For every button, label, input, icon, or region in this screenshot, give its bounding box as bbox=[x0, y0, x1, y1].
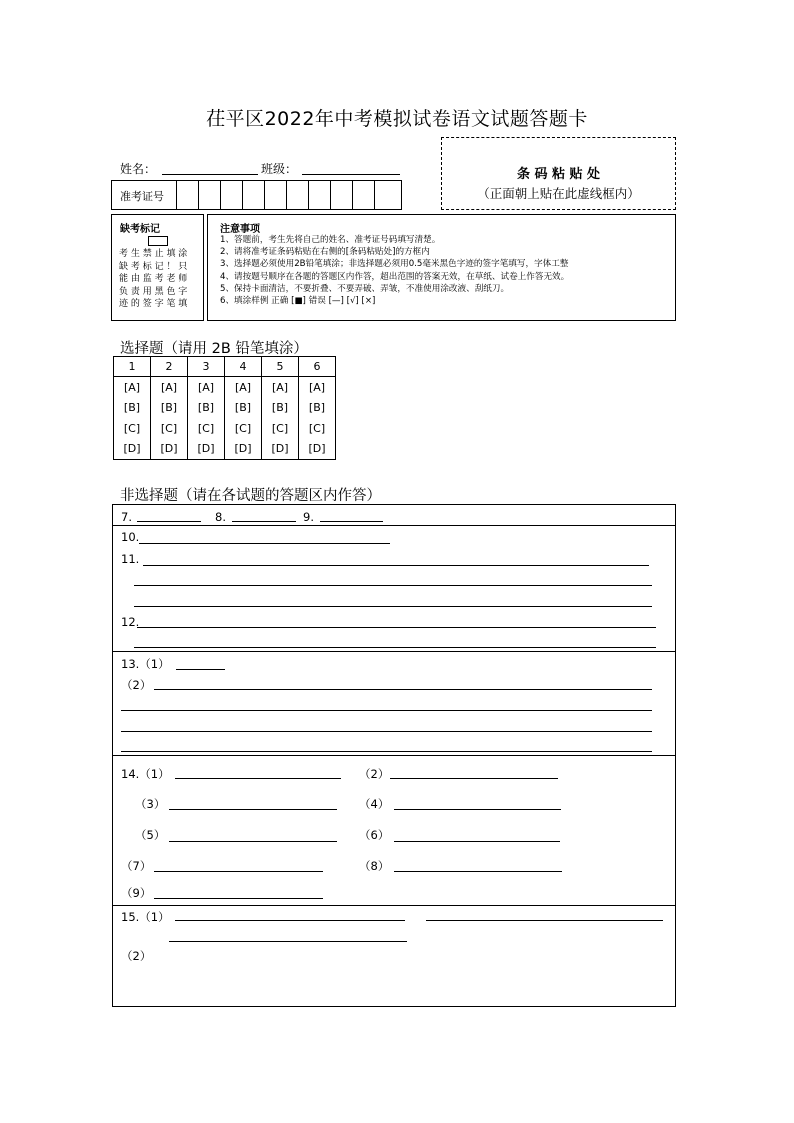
absent-line: 能 由 监 考 老 师 bbox=[119, 274, 188, 284]
q14-3-answer-line[interactable] bbox=[169, 809, 337, 810]
answer-block-15 bbox=[112, 905, 676, 1007]
answer-block-13 bbox=[112, 651, 676, 756]
exam-digit-box[interactable] bbox=[198, 181, 199, 209]
q12-label: 12. bbox=[121, 615, 140, 629]
question-number: 4 bbox=[225, 357, 262, 377]
barcode-note: （正面朝上贴在此虚线框内） bbox=[477, 186, 640, 201]
question-number: 3 bbox=[188, 357, 225, 377]
note-item: 3、选择题必须使用2B铅笔填涂；非选择题必须用0.5毫米黑色字迹的签字笔填写，字体工整 bbox=[220, 259, 569, 270]
option-b-bubble[interactable]: [B] bbox=[299, 398, 336, 419]
option-c-bubble[interactable]: [C] bbox=[299, 418, 336, 439]
name-field[interactable] bbox=[162, 174, 258, 175]
exam-digit-box[interactable] bbox=[352, 181, 353, 209]
option-c-bubble[interactable]: [C] bbox=[114, 418, 151, 439]
note-item: 1、答题前，考生先将自己的姓名、准考证号码填写清楚。 bbox=[220, 235, 441, 245]
question-number: 6 bbox=[299, 357, 336, 377]
option-a-bubble[interactable]: [A] bbox=[225, 377, 262, 398]
option-c-bubble[interactable]: [C] bbox=[188, 418, 225, 439]
q13-2-answer-line[interactable] bbox=[154, 689, 652, 690]
note-item: 2、请将准考证条码粘贴在右侧的[条码粘贴处]的方框内 bbox=[220, 247, 430, 258]
answer-block-7-9 bbox=[112, 504, 676, 526]
q14-5-label: （5） bbox=[135, 828, 166, 842]
q14-1-label: 14.（1） bbox=[121, 767, 170, 781]
exam-digit-box[interactable] bbox=[264, 181, 265, 209]
answer-block-14 bbox=[112, 755, 676, 906]
page-title: 茌平区2022年中考模拟试卷语文试题答题卡 bbox=[206, 108, 588, 130]
q14-8-label: （8） bbox=[359, 859, 390, 873]
q14-1-answer-line[interactable] bbox=[175, 778, 341, 779]
q14-3-label: （3） bbox=[135, 797, 166, 811]
q8-answer-line[interactable] bbox=[232, 521, 296, 522]
q13-2-answer-line[interactable] bbox=[121, 751, 652, 752]
q14-5-answer-line[interactable] bbox=[169, 841, 337, 842]
choice-grid bbox=[113, 356, 336, 460]
q10-answer-line[interactable] bbox=[139, 543, 390, 544]
q14-4-label: （4） bbox=[359, 797, 390, 811]
q14-2-answer-line[interactable] bbox=[390, 778, 558, 779]
q7-label: 7. bbox=[121, 510, 132, 524]
note-item: 4、请按题号顺序在各题的答题区内作答，超出范围的答案无效，在草纸、试卷上作答无效。 bbox=[220, 271, 570, 282]
q12-answer-line[interactable] bbox=[137, 627, 656, 628]
notes-title: 注意事项 bbox=[220, 224, 260, 235]
option-c-bubble[interactable]: [C] bbox=[262, 418, 299, 439]
q8-label: 8. bbox=[215, 510, 226, 524]
absent-title: 缺考标记 bbox=[120, 224, 160, 235]
q10-label: 10. bbox=[121, 530, 140, 544]
q12-answer-line[interactable] bbox=[134, 647, 656, 648]
barcode-title: 条 码 粘 贴 处 bbox=[516, 167, 601, 182]
option-b-bubble[interactable]: [B] bbox=[225, 398, 262, 419]
question-number: 5 bbox=[262, 357, 299, 377]
option-b-bubble[interactable]: [B] bbox=[114, 398, 151, 419]
exam-digit-box[interactable] bbox=[308, 181, 309, 209]
q14-4-answer-line[interactable] bbox=[394, 809, 561, 810]
question-number: 1 bbox=[114, 357, 151, 377]
q11-answer-line[interactable] bbox=[143, 565, 649, 566]
exam-digit-box[interactable] bbox=[176, 181, 177, 209]
answer-block-10-12 bbox=[112, 525, 676, 652]
q13-1-answer-line[interactable] bbox=[176, 669, 225, 670]
option-d-bubble[interactable]: [D] bbox=[262, 439, 299, 460]
note-item: 5、保持卡面清洁，不要折叠、不要弄破、弄皱，不准使用涂改液、刮纸刀。 bbox=[220, 283, 510, 294]
option-c-bubble[interactable]: [C] bbox=[151, 418, 188, 439]
option-d-bubble[interactable]: [D] bbox=[188, 439, 225, 460]
exam-digit-box[interactable] bbox=[286, 181, 287, 209]
q11-label: 11. bbox=[121, 552, 140, 566]
q14-7-label: （7） bbox=[121, 859, 152, 873]
q13-1-label: 13.（1） bbox=[121, 657, 170, 671]
exam-number-label: 准考证号 bbox=[120, 190, 164, 203]
name-label: 姓名： bbox=[120, 162, 157, 176]
exam-digit-box[interactable] bbox=[220, 181, 221, 209]
option-d-bubble[interactable]: [D] bbox=[225, 439, 262, 460]
q14-9-answer-line[interactable] bbox=[154, 898, 323, 899]
choice-section-title: 选择题（请用 2B 铅笔填涂） bbox=[120, 341, 308, 357]
barcode-area[interactable] bbox=[441, 137, 676, 210]
q9-answer-line[interactable] bbox=[320, 521, 383, 522]
q7-answer-line[interactable] bbox=[137, 521, 201, 522]
absent-mark-box bbox=[111, 214, 204, 321]
q14-2-label: （2） bbox=[359, 767, 390, 781]
note-item: 6、填涂样例 正确 [■] 错误 [—] [√] [×] bbox=[220, 296, 376, 307]
q15-1-answer-line[interactable] bbox=[175, 920, 405, 921]
exam-digit-box[interactable] bbox=[330, 181, 331, 209]
q11-answer-line[interactable] bbox=[134, 606, 652, 607]
exam-number-grid bbox=[111, 180, 402, 210]
class-label: 班级： bbox=[261, 162, 298, 176]
option-a-bubble[interactable]: [A] bbox=[299, 377, 336, 398]
option-b-bubble[interactable]: [B] bbox=[262, 398, 299, 419]
question-number: 2 bbox=[151, 357, 188, 377]
option-c-bubble[interactable]: [C] bbox=[225, 418, 262, 439]
q13-2-label: （2） bbox=[121, 678, 152, 692]
notes-list bbox=[220, 234, 569, 307]
q9-label: 9. bbox=[303, 510, 314, 524]
option-d-bubble[interactable]: [D] bbox=[299, 439, 336, 460]
absent-instructions bbox=[119, 248, 187, 311]
exam-digit-box[interactable] bbox=[374, 181, 375, 209]
q15-1-answer-line[interactable] bbox=[169, 941, 407, 942]
q13-2-answer-line[interactable] bbox=[121, 710, 652, 711]
option-d-bubble[interactable]: [D] bbox=[151, 439, 188, 460]
nonchoice-section-title: 非选择题（请在各试题的答题区内作答） bbox=[120, 488, 381, 504]
absent-line: 负 责 用 黑 色 字 bbox=[119, 286, 188, 297]
q11-answer-line[interactable] bbox=[134, 585, 652, 586]
option-a-bubble[interactable]: [A] bbox=[151, 377, 188, 398]
absent-line: 考 生 禁 止 填 涂 bbox=[119, 249, 188, 259]
q14-6-answer-line[interactable] bbox=[394, 841, 560, 842]
q15-1-answer-line[interactable] bbox=[426, 920, 663, 921]
q14-6-label: （6） bbox=[359, 828, 390, 842]
absent-line: 迹 的 签 字 笔 填 bbox=[119, 299, 188, 309]
option-a-bubble[interactable]: [A] bbox=[188, 377, 225, 398]
option-a-bubble[interactable]: [A] bbox=[114, 377, 151, 398]
option-b-bubble[interactable]: [B] bbox=[188, 398, 225, 419]
exam-digit-box[interactable] bbox=[242, 181, 243, 209]
option-b-bubble[interactable]: [B] bbox=[151, 398, 188, 419]
absent-line: 缺 考 标 记 ！ 只 bbox=[119, 261, 188, 272]
q15-1-label: 15.（1） bbox=[121, 910, 170, 924]
absent-checkbox[interactable] bbox=[148, 236, 168, 246]
q14-9-label: （9） bbox=[121, 886, 152, 900]
class-field[interactable] bbox=[302, 174, 400, 175]
q14-7-answer-line[interactable] bbox=[154, 871, 323, 872]
q14-8-answer-line[interactable] bbox=[394, 871, 562, 872]
q15-2-label: （2） bbox=[121, 949, 152, 963]
option-a-bubble[interactable]: [A] bbox=[262, 377, 299, 398]
q13-2-answer-line[interactable] bbox=[121, 731, 652, 732]
notes-box bbox=[207, 214, 676, 321]
option-d-bubble[interactable]: [D] bbox=[114, 439, 151, 460]
